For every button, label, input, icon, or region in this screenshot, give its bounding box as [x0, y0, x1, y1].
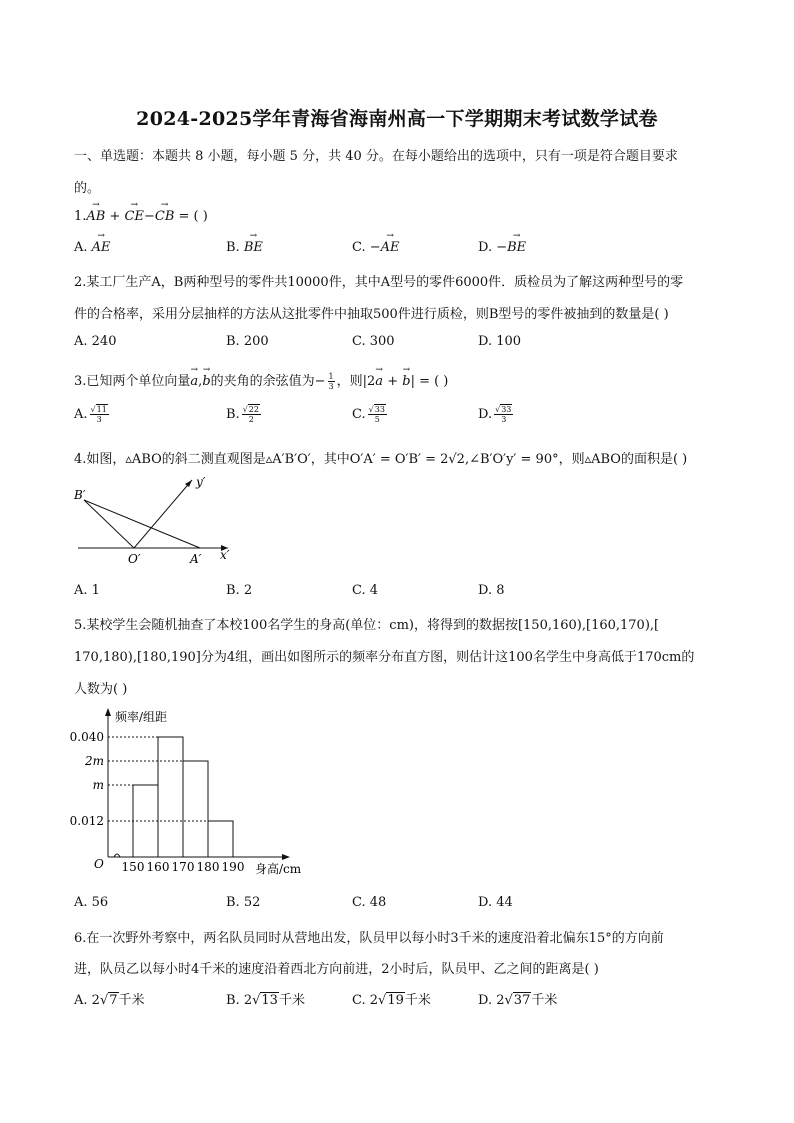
y-axis-arrow: [185, 480, 192, 487]
hist-ytick-3: 0.012: [70, 814, 104, 828]
q3-option-d[interactable]: D. $\frac{√33}{3}$: [478, 405, 512, 424]
page-title: 2024-2025学年青海省海南州高一下学期期末考试数学试卷: [136, 108, 658, 130]
question-5-stem-line1: 5.某校学生会随机抽查了本校100名学生的身高(单位：cm)，将得到的数据按[150,160),[160,170),[: [74, 618, 660, 633]
question-5-stem-line2: 170,180),[180,190]分为4组，画出如图所示的频率分布直方图，则估计这100名学生中身高低于170cm的: [74, 650, 695, 665]
q1-option-a[interactable]: A. → AE: [74, 240, 111, 255]
question-6-stem-line1: 6.在一次野外考察中，两名队员同时从营地出发，队员甲以每小时3千米的速度沿着北偏东15°的方向前: [74, 931, 664, 946]
label-y: y′: [196, 475, 206, 489]
q6-option-a[interactable]: A. 2√7千米: [74, 993, 145, 1008]
q1-option-d[interactable]: D. −→ BE: [478, 240, 526, 255]
question-3-stem: 3.已知两个单位向量→ a,→ b的夹角的余弦值为− $\frac{1}{3}$ ，则|2→ a + → b| = ( ): [74, 370, 448, 391]
label-x: x′: [220, 548, 230, 562]
hist-y-arrow: [105, 708, 111, 716]
label-o: O′: [128, 552, 141, 566]
question-1-stem: 1.→ AB + → CE−→ CB = ( ): [74, 209, 208, 224]
hist-bar-1: [158, 737, 183, 857]
hist-xtick-160: 160: [146, 860, 170, 874]
q4-option-b[interactable]: B. 2: [226, 583, 253, 598]
q4-option-a[interactable]: A. 1: [74, 583, 100, 598]
q3-option-a[interactable]: A. $\frac{√11}{3}$: [74, 405, 107, 424]
q6-option-c[interactable]: C. 2√19千米: [352, 993, 431, 1008]
hist-ytick-1: 0.040: [70, 730, 104, 744]
segment-b-o: [84, 500, 134, 548]
hist-bar-2: [183, 761, 208, 857]
q2-option-a[interactable]: A. 240: [74, 334, 117, 349]
label-b: B′: [74, 488, 86, 502]
hist-xtick-170: 170: [171, 860, 195, 874]
q5-option-d[interactable]: D. 44: [478, 895, 513, 910]
segment-b-a: [84, 500, 200, 548]
label-a: A′: [190, 552, 202, 566]
hist-bar-3: [208, 821, 233, 857]
hist-ytick-2: 2m: [84, 754, 104, 768]
q3-option-c[interactable]: C. $\frac{√33}{5}$: [352, 405, 385, 424]
q2-option-b[interactable]: B. 200: [226, 334, 269, 349]
q5-option-a[interactable]: A. 56: [74, 895, 109, 910]
hist-origin: O: [94, 857, 104, 871]
q5-option-c[interactable]: C. 48: [352, 895, 387, 910]
question-6-stem-line2: 进，队员乙以每小时4千米的速度沿着西北方向前进，2小时后，队员甲、乙之间的距离是( ): [74, 962, 599, 977]
hist-xtick-180: 180: [196, 860, 220, 874]
q1-option-b[interactable]: B. → BE: [226, 240, 263, 255]
q4-oblique-figure: [70, 470, 240, 570]
hist-ytick-0: m: [92, 778, 104, 792]
hist-xtick-150: 150: [121, 860, 145, 874]
hist-x-arrow: [282, 854, 290, 860]
q2-option-c[interactable]: C. 300: [352, 334, 395, 349]
hist-ylabel: 频率/组距: [115, 710, 168, 724]
hist-xtick-190: 190: [221, 860, 245, 874]
question-5-stem-line3: 人数为( ): [74, 682, 128, 697]
q6-option-b[interactable]: B. 2√13千米: [226, 993, 305, 1008]
y-axis: [134, 480, 192, 548]
frequency-histogram: [70, 705, 320, 885]
q3-option-b[interactable]: B. $\frac{√22}{2}$: [226, 405, 259, 424]
section-instructions-line1: 一、单选题：本题共 8 小题，每小题 5 分，共 40 分。在每小题给出的选项中，只有一项是符合题目要求: [74, 149, 678, 164]
question-2-stem-line1: 2.某工厂生产A，B两种型号的零件共10000件，其中A型号的零件6000件．质检员为了解这两种型号的零: [74, 275, 684, 290]
hist-xlabel: 身高/cm: [255, 862, 302, 876]
q2-option-d[interactable]: D. 100: [478, 334, 522, 349]
question-4-stem: 4.如图，▵ABO的斜二测直观图是▵A′B′O′，其中O′A′ = O′B′ = 2√2,∠B′O′y′ = 90°，则▵ABO的面积是( ): [74, 452, 688, 467]
q6-option-d[interactable]: D. 2√37千米: [478, 993, 558, 1008]
q4-option-c[interactable]: C. 4: [352, 583, 379, 598]
q1-option-c[interactable]: C. −→ AE: [352, 240, 400, 255]
q4-option-d[interactable]: D. 8: [478, 583, 505, 598]
question-2-stem-line2: 件的合格率，采用分层抽样的方法从这批零件中抽取500件进行质检，则B型号的零件被抽到的数量是( ): [74, 307, 669, 322]
q5-option-b[interactable]: B. 52: [226, 895, 261, 910]
section-instructions-line2: 的。: [74, 181, 101, 196]
